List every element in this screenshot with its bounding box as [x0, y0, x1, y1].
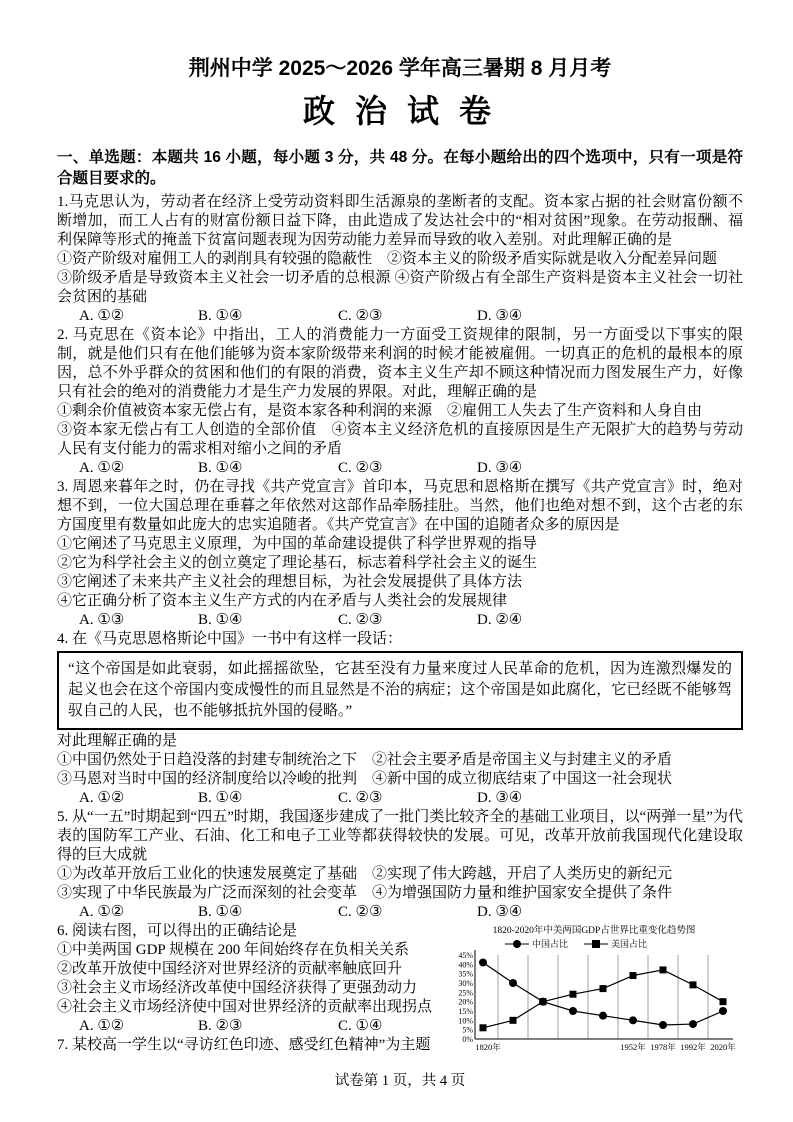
data-point-circle: [479, 958, 487, 966]
question-4-options: [57, 789, 743, 808]
legend-circle-marker: [513, 940, 521, 948]
data-point-square: [510, 1017, 517, 1024]
y-tick-label: 0%: [462, 1035, 473, 1044]
text-line: 5. 从“一五”时期起到“四五”时期，我国逐步建成了一批门类比较齐全的基础工业项目，以“两弹一星”为代表的国防军工产业、石油、化工和电子工业等都获得较快的发展。可见，改革开放前我国现代化建设取得的巨大成就: [57, 809, 743, 863]
gdp-chart: [445, 923, 743, 1063]
data-point-circle: [629, 1016, 637, 1024]
answer-option: A. ①②: [79, 790, 125, 806]
answer-option: B. ①④: [198, 790, 243, 806]
data-point-square: [690, 981, 697, 988]
answer-option: B. ①④: [198, 460, 243, 476]
answer-option: D. ③④: [477, 460, 523, 476]
x-tick-label: 1978年: [650, 1042, 676, 1052]
text-line: 1.马克思认为，劳动者在经济上受劳动资料即生活源泉的垄断者的支配。资本家占据的社会财富份额不断增加，而工人占有的财富份额日益下降，由此造成了发达社会中的“相对贫困”现象。在劳动报酬、福利保障等形式的掩盖下贫富问题表现为因劳动能力差异而导致的收入差别。对此理解正确的是: [57, 194, 743, 248]
question-5-options: [57, 903, 743, 922]
data-point-square: [480, 1024, 487, 1031]
data-point-circle: [689, 1020, 697, 1028]
text-line: ③实现了中华民族最为广泛而深刻的社会变革 ④为增强国防力量和维护国家安全提供了条件: [57, 885, 673, 901]
exam-title: 荆州中学 2025～2026 学年高三暑期 8 月月考: [188, 57, 612, 80]
data-point-square: [660, 966, 667, 973]
text-line: ①中国仍然处于日趋没落的封建专制统治之下 ②社会主要矛盾是帝国主义与封建主义的矛盾: [57, 752, 673, 768]
text-line: ③它阐述了未来共产主义社会的理想目标，为社会发展提供了具体方法: [57, 574, 523, 590]
answer-option: C. ②③: [338, 612, 383, 628]
data-point-square: [630, 972, 637, 979]
answer-option: A. ①②: [79, 308, 125, 324]
text-line: ③社会主义市场经济改革使中国经济获得了更强劲动力: [57, 980, 418, 996]
question-4: [57, 630, 743, 808]
x-tick-label: 1820年: [475, 1042, 501, 1052]
answer-option: A. ①②: [79, 460, 125, 476]
data-point-circle: [509, 979, 517, 987]
answer-option: D. ③④: [477, 790, 523, 806]
question-5-text: [57, 808, 743, 903]
text-line: 7. 某校高一学生以“寻访红色印迹、感受红色精神”为主题: [57, 1037, 431, 1053]
question-4-lead: 4. 在《马克思恩格斯论中国》一书中有这样一段话：: [57, 631, 403, 647]
answer-option: C. ②③: [338, 904, 383, 920]
question-3-text: [57, 478, 743, 611]
answer-option: A. ①②: [79, 1018, 125, 1034]
data-point-square: [540, 998, 547, 1005]
question-4-text: [57, 732, 743, 789]
answer-option: C. ②③: [338, 460, 383, 476]
question-1: [57, 193, 743, 326]
y-tick-label: 5%: [462, 1025, 473, 1035]
subject-title: 政 治 试 卷: [302, 93, 497, 129]
answer-option: B. ②③: [198, 1018, 243, 1034]
text-line: 3. 周恩来暮年之时，仍在寻找《共产党宣言》首印本，马克思和恩格斯在撰写《共产党宣言》时，绝对想不到，一位大国总理在垂暮之年依然对这部作品牵肠挂肚。当然，他们也绝对想不到，这个古老的东方国度里有数量如此庞大的忠实追随者。《共产党宣言》在中国的追随者众多的原因是: [57, 479, 743, 533]
y-tick-label: 30%: [458, 979, 473, 988]
data-point-circle: [659, 1021, 667, 1029]
gdp-line-chart-svg: [445, 923, 743, 1063]
y-tick-label: 10%: [458, 1016, 473, 1026]
question-2: [57, 326, 743, 478]
data-point-square: [600, 985, 607, 992]
answer-option: B. ①④: [198, 612, 243, 628]
text-line: ①中美两国 GDP 规模在 200 年间始终存在负相关关系: [57, 942, 409, 958]
answer-option: D. ③④: [477, 904, 523, 920]
question-1-options: [57, 307, 743, 326]
y-tick-label: 40%: [458, 960, 473, 970]
data-point-circle: [569, 1007, 577, 1015]
y-tick-label: 20%: [458, 997, 473, 1007]
text-line: ①它阐述了马克思主义原理，为中国的革命建设提供了科学世界观的指导: [57, 536, 538, 552]
legend-label: 美国占比: [611, 939, 648, 949]
text-line: ②改革开放使中国经济对世界经济的贡献率触底回升: [57, 961, 403, 977]
x-tick-label: 1992年: [680, 1042, 706, 1052]
question-3: [57, 478, 743, 630]
x-tick-label: 1952年: [620, 1042, 646, 1052]
text-line: ③马恩对当时中国的经济制度给以冷峻的批判 ④新中国的成立彻底结束了中国这一社会现状: [57, 771, 673, 787]
question-5: [57, 808, 743, 922]
question-2-options: [57, 459, 743, 478]
answer-option: A. ①②: [79, 904, 125, 920]
data-point-circle: [599, 1012, 607, 1020]
question-4-quote: “这个帝国是如此衰弱，如此摇摇欲坠，它甚至没有力量来度过人民革命的危机，因为连激烈爆发的起义也会在这个帝国内变成慢性的而且显然是不治的病症；这个帝国是如此腐化，它已经既不能够驾驭自己的人民，也不能够抵抗外国的侵略。”: [68, 661, 732, 719]
y-tick-label: 35%: [458, 969, 473, 979]
text-line: 2. 马克思在《资本论》中指出，工人的消费能力一方面受工资规律的限制，另一方面受以下事实的限制，就是他们只有在他们能够为资本家阶级带来利润的时候才能被雇佣。一切真正的危机的最根本的原因，总不外乎群众的贫困和他们的有限的消费，资本主义生产却不顾这种情况而力图发展生产力，好像只有社会的绝对的消费能力才是生产力发展的界限。对此，理解正确的是: [57, 327, 743, 400]
answer-option: C. ①④: [338, 1018, 383, 1034]
text-line: ③阶级矛盾是导致资本主义社会一切矛盾的总根源 ④资产阶级占有全部生产资料是资本主义社会一切社会贫困的基础: [57, 270, 743, 305]
question-2-text: [57, 326, 743, 459]
text-line: 6. 阅读右图，可以得出的正确结论是: [57, 923, 298, 939]
question-1-text: [57, 193, 743, 307]
x-tick-label: 2020年: [710, 1042, 736, 1052]
text-line: ①资产阶级对雇佣工人的剥削具有较强的隐蔽性 ②资本主义的阶级矛盾实际就是收入分配差异问题: [57, 251, 718, 267]
legend-label: 中国占比: [532, 939, 569, 949]
y-tick-label: 45%: [458, 951, 473, 960]
data-point-square: [570, 991, 577, 998]
section-heading: 一、单选题：本题共 16 小题，每小题 3 分，共 48 分。在每小题给出的四个选项中，只有一项是符合题目要求的。: [57, 149, 743, 187]
answer-option: D. ③④: [477, 308, 523, 324]
y-tick-label: 25%: [458, 988, 473, 998]
answer-option: C. ②③: [338, 790, 383, 806]
text-line: 对此理解正确的是: [57, 733, 178, 749]
y-tick-label: 15%: [458, 1007, 473, 1016]
text-line: ③资本家无偿占有工人创造的全部价值 ④资本主义经济危机的直接原因是生产无限扩大的趋势与劳动人民有支付能力的需求相对缩小之间的矛盾: [57, 422, 743, 457]
chart-title: 1820-2020年中美两国GDP占世界比重变化趋势图: [492, 926, 696, 936]
data-point-square: [720, 998, 727, 1005]
text-line: ②它为科学社会主义的创立奠定了理论基石，标志着科学社会主义的诞生: [57, 555, 538, 571]
question-3-options: [57, 611, 743, 630]
answer-option: D. ②④: [477, 612, 523, 628]
legend-square-marker: [592, 940, 600, 948]
answer-option: C. ②③: [338, 308, 383, 324]
text-line: ①为改革开放后工业化的快速发展奠定了基础 ②实现了伟大跨越，开启了人类历史的新纪元: [57, 866, 673, 882]
text-line: ④它正确分析了资本主义生产方式的内在矛盾与人类社会的发展规律: [57, 593, 508, 609]
answer-option: A. ①③: [79, 612, 125, 628]
data-point-circle: [719, 1007, 727, 1015]
page-number-footer: 试卷第 1 页，共 4 页: [334, 1073, 466, 1089]
text-line: ④社会主义市场经济使中国对世界经济的贡献率出现拐点: [57, 999, 433, 1015]
answer-option: B. ①④: [198, 308, 243, 324]
question-4-quote-box: [57, 651, 743, 730]
answer-option: B. ①④: [198, 904, 243, 920]
text-line: ①剩余价值被资本家无偿占有，是资本家各种利润的来源 ②雇佣工人失去了生产资料和人身自由: [57, 403, 703, 419]
